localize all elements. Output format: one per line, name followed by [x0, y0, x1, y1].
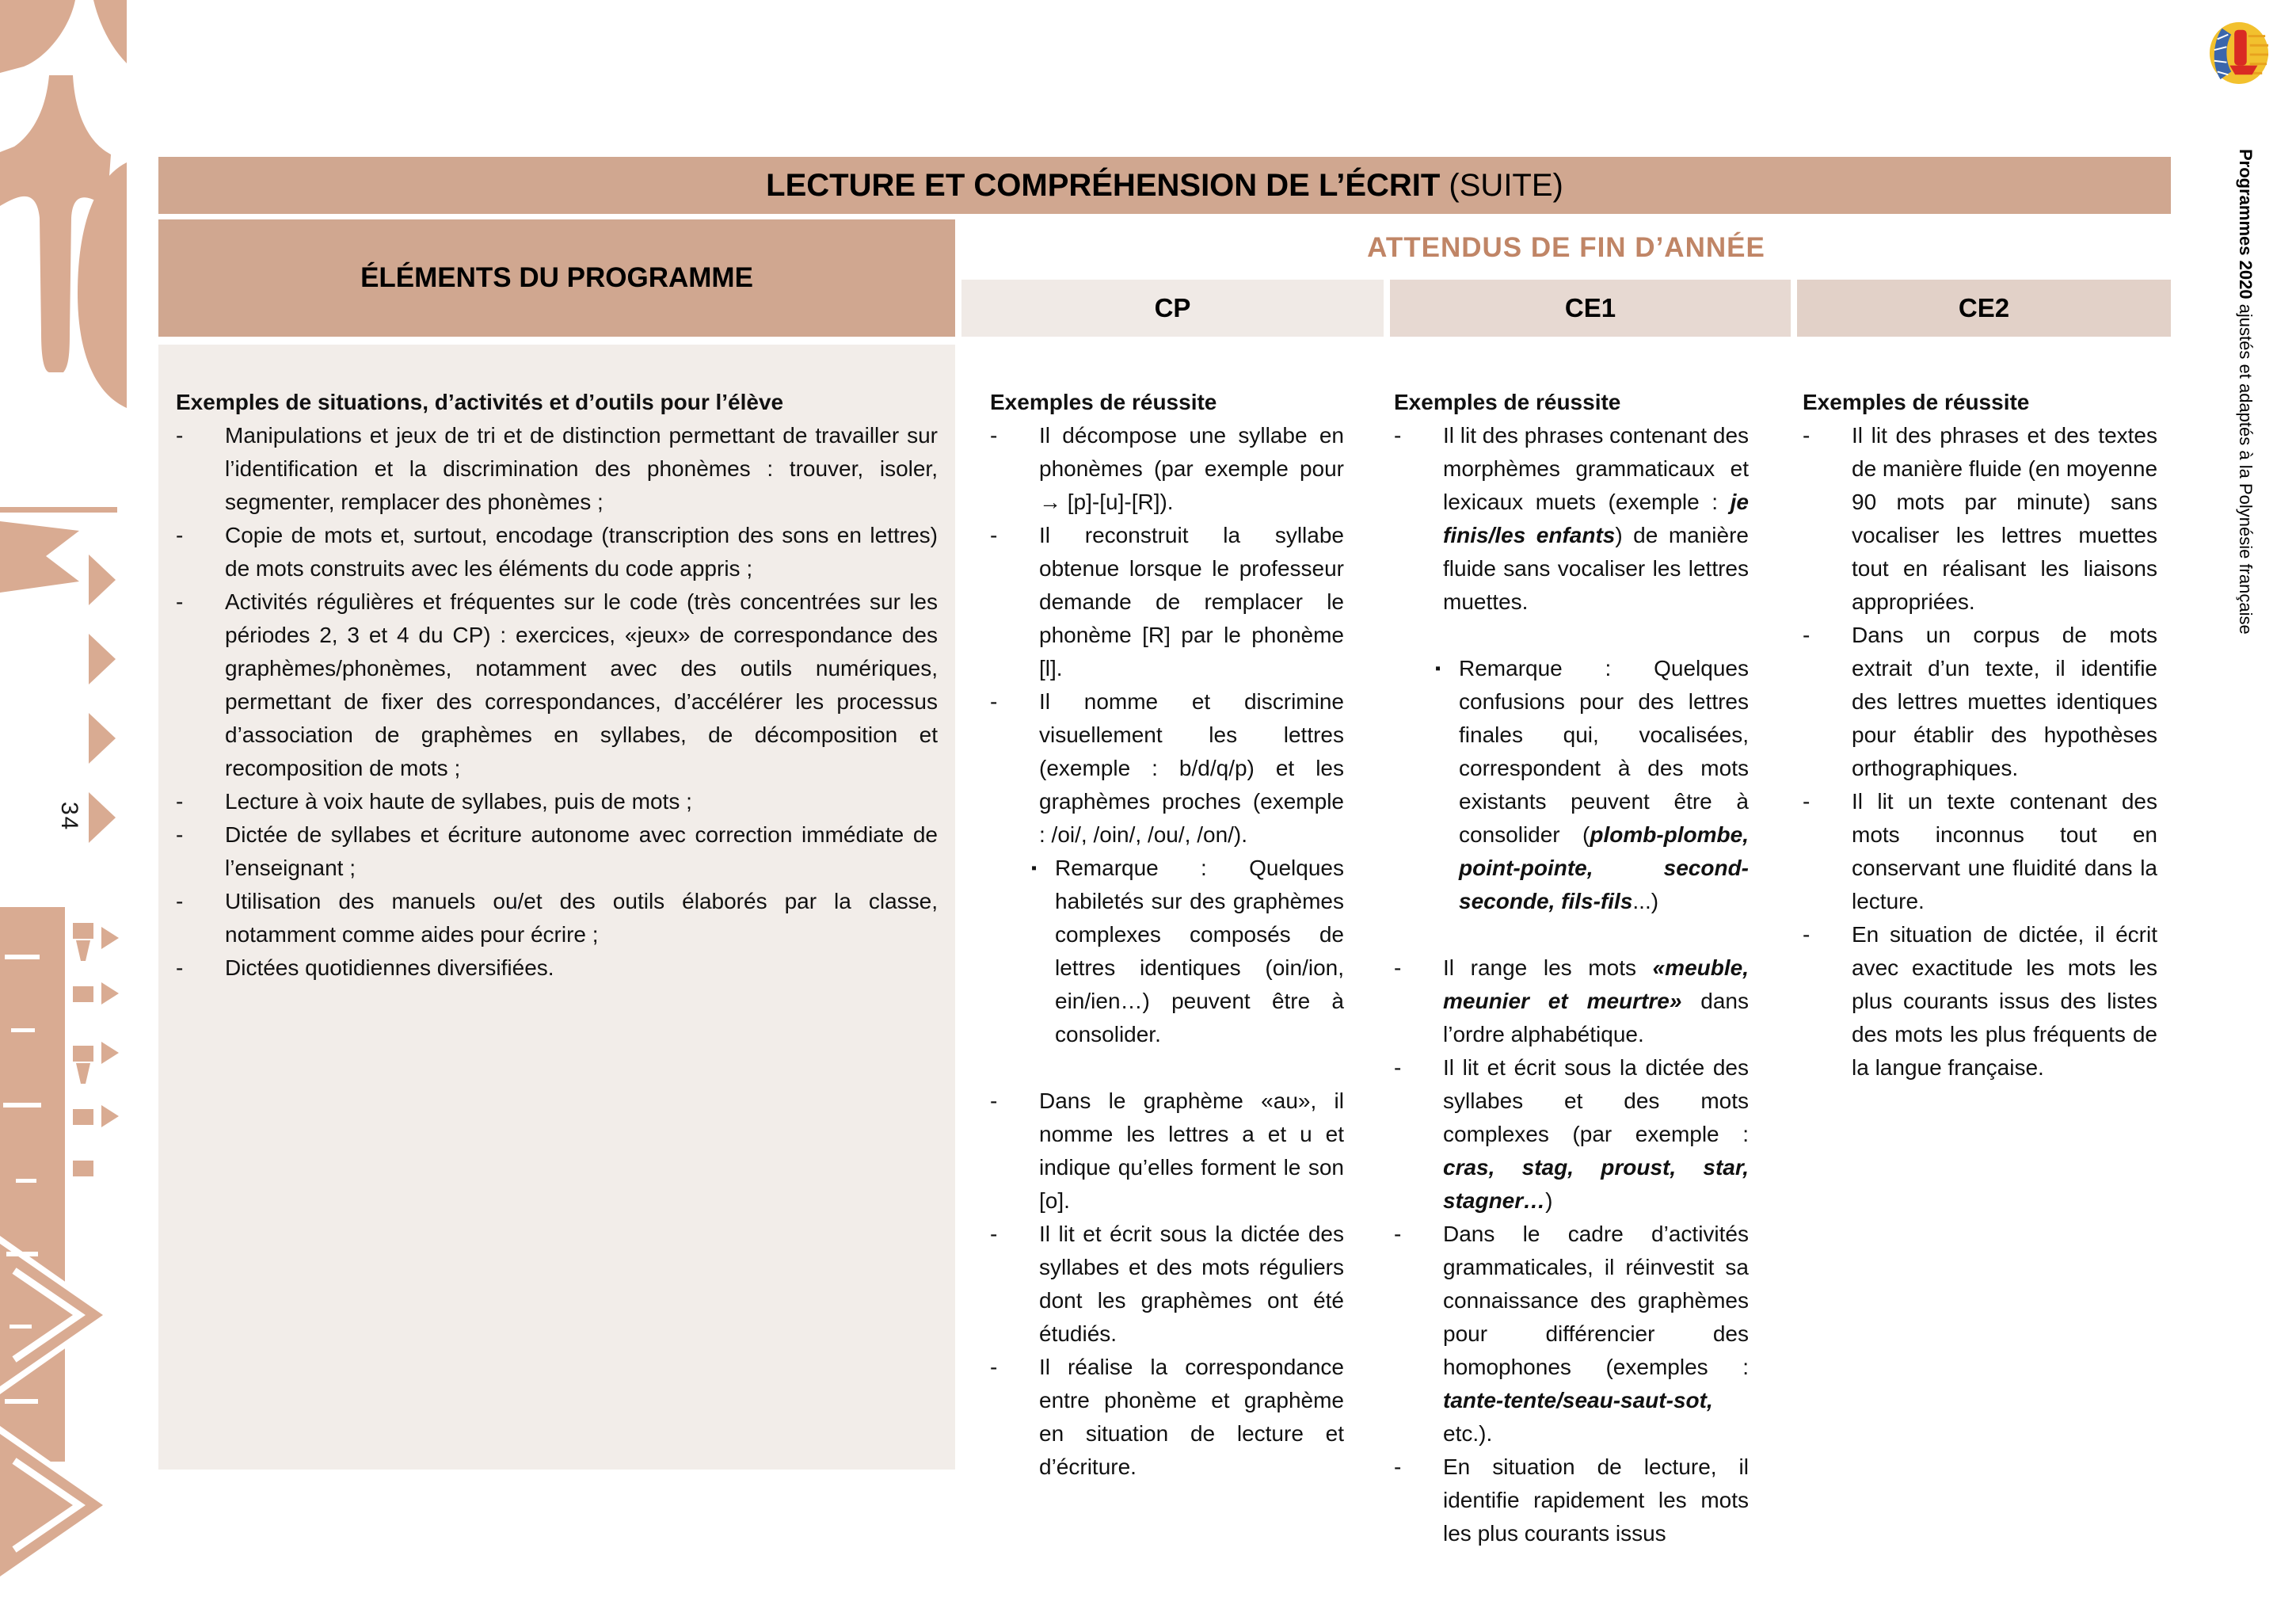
- dash-bullet: -: [990, 689, 998, 714]
- ce1-item-list: [1394, 419, 1749, 1550]
- list-item-text: Copie de mots et, surtout, encodage (transcription des sons en lettres) de mots construits avec les éléments du code appris ;: [225, 523, 938, 581]
- list-item: [1394, 652, 1749, 918]
- dash-bullet: -: [176, 889, 184, 913]
- list-item: [1394, 1451, 1749, 1550]
- list-item: [1394, 1051, 1749, 1218]
- dash-bullet: -: [1803, 423, 1811, 448]
- list-item: [176, 785, 938, 818]
- dash-bullet: -: [1803, 789, 1811, 814]
- list-item: [990, 1351, 1344, 1484]
- list-item: [990, 1085, 1344, 1218]
- ce2-item-list: [1803, 419, 2157, 1085]
- list-item: [176, 951, 938, 985]
- dash-bullet: -: [1394, 423, 1402, 448]
- dash-bullet: -: [990, 1088, 998, 1113]
- page-title-suffix: (SUITE): [1440, 167, 1563, 203]
- list-item-text: Dans le cadre d’activités grammaticales, il réinvestit sa connaissance des graphèmes pour différencier des homophones (exemples : tante-tente/seau-saut-sot, etc.).: [1443, 1222, 1749, 1446]
- list-item: [176, 519, 938, 585]
- side-caption-bold: Programmes 2020: [2236, 149, 2256, 299]
- list-item: [1394, 1218, 1749, 1451]
- list-item-text: Il reconstruit la syllabe obtenue lorsque le professeur demande de remplacer le phonème [R] par le phonème [l].: [1039, 523, 1344, 680]
- list-item-text: Dans un corpus de mots extrait d’un texte, il identifie des lettres muettes identiques pour établir des hypothèses orthographiques.: [1852, 623, 2157, 780]
- page-number: 34: [56, 802, 82, 832]
- list-item-text: Remarque : Quelques habiletés sur des graphèmes complexes composés de lettres identiques (oin/ion, ein/ien…) peuvent être à consolider.: [1055, 856, 1344, 1046]
- side-caption-regular: ajustés et adaptés à la Polynésie française: [2236, 299, 2256, 635]
- list-item: [1394, 951, 1749, 1051]
- list-item: [176, 419, 938, 519]
- cp-item-list: [990, 419, 1344, 1484]
- list-item-text: Il réalise la correspondance entre phonème et graphème en situation de lecture et d’écriture.: [1039, 1355, 1344, 1479]
- dash-bullet: -: [1394, 1222, 1402, 1246]
- list-item-text: Lecture à voix haute de syllabes, puis de mots ;: [225, 789, 692, 814]
- list-item: [990, 519, 1344, 685]
- list-item-text: Remarque : Quelques confusions pour des lettres finales qui, vocalisées, correspondent à des mots existants peuvent être à consolider (plomb-plombe, point-pointe, second-seconde, fils-fils...): [1459, 656, 1749, 913]
- cp-column: [990, 386, 1344, 1484]
- list-item-text: Manipulations et jeux de tri et de distinction permettant de travailler sur l’identification et la discrimination des phonèmes : trouver, isoler, segmenter, remplacer des phonèmes ;: [225, 423, 938, 514]
- list-item: [1803, 918, 2157, 1085]
- page-title: [158, 157, 2171, 214]
- list-item-text: En situation de dictée, il écrit avec exactitude les mots les plus courants issus des listes des mots les plus fréquents de la langue française.: [1852, 922, 2157, 1080]
- list-item-text: Il lit et écrit sous la dictée des syllabes et des mots réguliers dont les graphèmes ont été étudiés.: [1039, 1222, 1344, 1346]
- ce1-column: [1394, 386, 1749, 1550]
- dash-bullet: -: [1394, 955, 1402, 980]
- dash-bullet: -: [990, 1355, 998, 1379]
- list-item-text: Il décompose une syllabe en phonèmes (par exemple pour → [p]-[u]-[R]).: [1039, 423, 1344, 514]
- cp-column-heading: Exemples de réussite: [990, 390, 1217, 414]
- program-column-heading: Exemples de situations, d’activités et d’outils pour l’élève: [176, 390, 784, 414]
- attendus-header: ATTENDUS DE FIN D’ANNÉE: [961, 219, 2171, 276]
- list-item-text: Il range les mots «meuble, meunier et meurtre» dans l’ordre alphabétique.: [1443, 955, 1749, 1046]
- list-item: [176, 885, 938, 951]
- dash-bullet: -: [990, 1222, 998, 1246]
- list-item-text: Utilisation des manuels ou/et des outils élaborés par la classe, notamment comme aides pour écrire ;: [225, 889, 938, 947]
- list-item: [990, 1218, 1344, 1351]
- list-item: [1394, 419, 1749, 619]
- list-item-text: Il lit des phrases et des textes de manière fluide (en moyenne 90 mots par minute) sans vocaliser les lettres muettes tout en réalisant les liaisons appropriées.: [1852, 423, 2158, 614]
- program-column-header: ÉLÉMENTS DU PROGRAMME: [158, 219, 955, 337]
- dash-bullet: -: [1803, 922, 1811, 947]
- dash-bullet: -: [990, 523, 998, 547]
- dash-bullet: -: [176, 789, 184, 814]
- list-item-text: Il lit un texte contenant des mots inconnus tout en conservant une fluidité dans la lecture.: [1852, 789, 2157, 913]
- dash-bullet: -: [990, 423, 998, 448]
- list-item: [176, 585, 938, 785]
- column-header-ce1: CE1: [1390, 280, 1791, 337]
- list-item-text: Dictées quotidiennes diversifiées.: [225, 955, 554, 980]
- list-item-text: Il nomme et discrimine visuellement les lettres (exemple : b/d/q/p) et les graphèmes proches (exemple : /oi/, /oin/, /ou/, /on/).: [1039, 689, 1344, 847]
- square-bullet: ▪: [1435, 660, 1441, 677]
- dash-bullet: -: [176, 589, 184, 614]
- list-item: [176, 818, 938, 885]
- ce2-column: [1803, 386, 2157, 1085]
- list-item: [990, 419, 1344, 519]
- dash-bullet: -: [176, 822, 184, 847]
- list-item: [1803, 419, 2157, 619]
- list-item: [1803, 619, 2157, 785]
- polynesia-coat-of-arms-logo: [2208, 21, 2270, 86]
- page-title-main: LECTURE ET COMPRÉHENSION DE L’ÉCRIT: [766, 167, 1441, 203]
- dash-bullet: -: [1803, 623, 1811, 647]
- list-item: [990, 685, 1344, 852]
- program-column: [176, 386, 938, 985]
- column-header-cp: CP: [961, 280, 1384, 337]
- list-item-text: Dans le graphème «au», il nomme les lettres a et u et indique qu’elles forment le son [o].: [1039, 1088, 1344, 1213]
- list-item-text: En situation de lecture, il identifie rapidement les mots les plus courants issus: [1443, 1454, 1749, 1546]
- dash-bullet: -: [1394, 1454, 1402, 1479]
- side-caption: [2235, 149, 2256, 635]
- list-item-text: Il lit des phrases contenant des morphèmes grammaticaux et lexicaux muets (exemple : je finis/les enfants) de manière fluide sans vocaliser les lettres muettes.: [1443, 423, 1750, 614]
- ce1-column-heading: Exemples de réussite: [1394, 390, 1621, 414]
- list-item-text: Il lit et écrit sous la dictée des syllabes et des mots complexes (par exemple : cras, stag, proust, star, stagner…): [1443, 1055, 1749, 1213]
- list-item: [990, 852, 1344, 1051]
- ce2-column-heading: Exemples de réussite: [1803, 390, 2030, 414]
- list-item-text: Dictée de syllabes et écriture autonome avec correction immédiate de l’enseignant ;: [225, 822, 938, 880]
- dash-bullet: -: [176, 423, 184, 448]
- program-item-list: [176, 419, 938, 985]
- list-item: [1803, 785, 2157, 918]
- dash-bullet: -: [1394, 1055, 1402, 1080]
- dash-bullet: -: [176, 523, 184, 547]
- column-header-ce2: CE2: [1797, 280, 2171, 337]
- dash-bullet: -: [176, 955, 184, 980]
- square-bullet: ▪: [1031, 860, 1038, 877]
- list-item-text: Activités régulières et fréquentes sur le code (très concentrées sur les périodes 2, 3 et 4 du CP) : exercices, «jeux» de correspondance des graphèmes/phonèmes, notamment avec des outils numériques, permettant de fixer des correspondances, d’accélérer les processus d’association de graphèmes en syllabes, de décomposition et recomposition de mots ;: [225, 589, 938, 780]
